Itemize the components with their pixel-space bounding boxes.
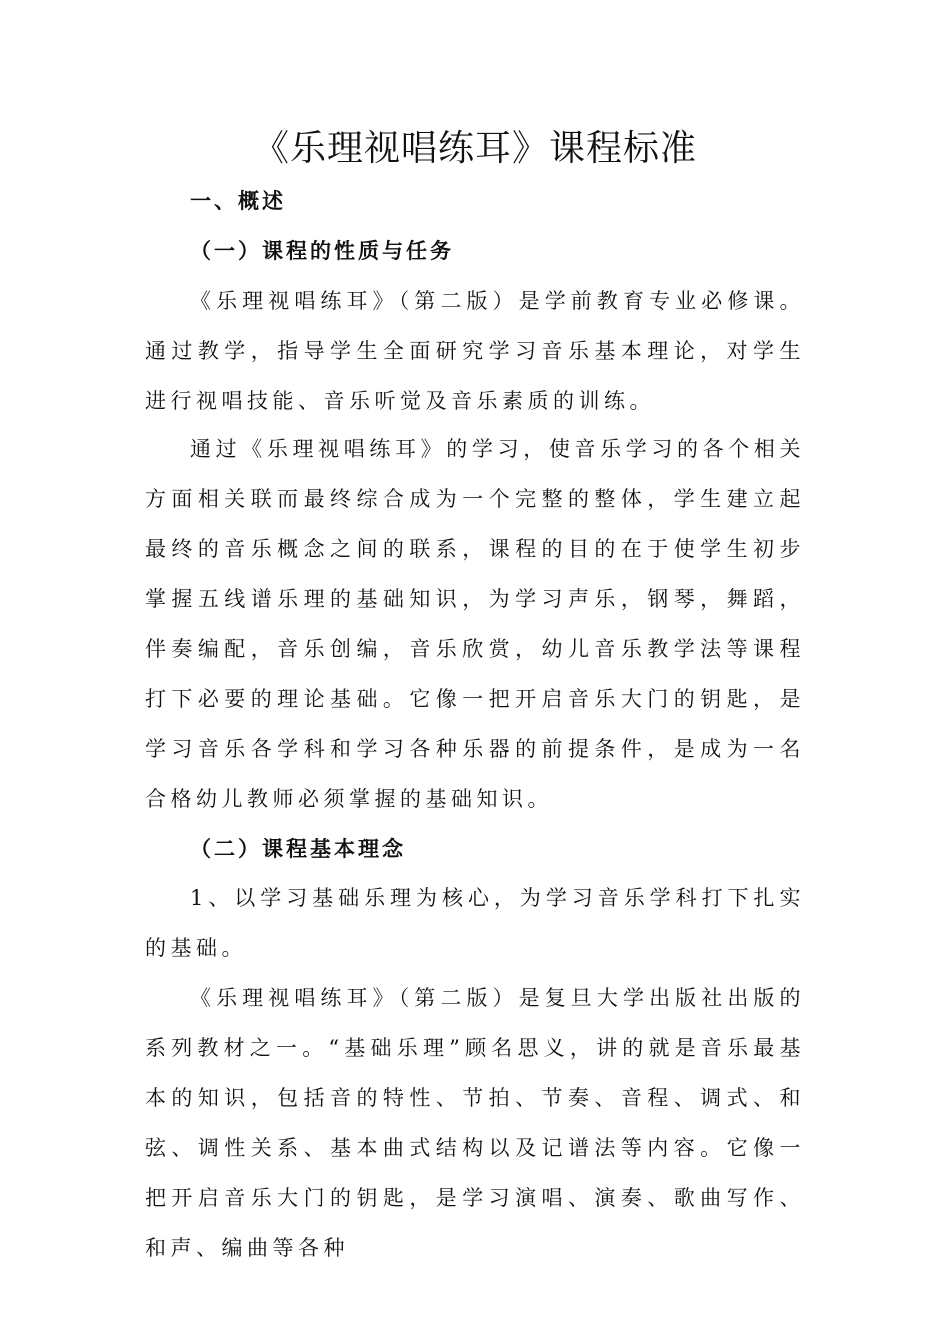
paragraph-course-intro: 《乐理视唱练耳》（第二版）是学前教育专业必修课。通过教学，指导学生全面研究学习音乐基本理论，对学生进行视唱技能、音乐听觉及音乐素质的训练。 <box>145 289 805 413</box>
paragraph-concept-1: 1、以学习基础乐理为核心，为学习音乐学科打下扎实的基础。 <box>145 886 805 960</box>
document-title: 《乐理视唱练耳》课程标准 <box>252 128 697 169</box>
paragraph-textbook-description: 《乐理视唱练耳》（第二版）是复旦大学出版社出版的系列教材之一。“基础乐理”顾名思义，讲的就是音乐最基本的知识，包括音的特性、节拍、节奏、音程、调式、和弦、调性关系、基本曲式结构以及记谱法等内容。它像一把开启音乐大门的钥匙，是学习演唱、演奏、歌曲写作、和声、编曲等各种 <box>145 986 805 1260</box>
subsection-heading-basic-concepts: （二）课程基本理念 <box>190 837 406 861</box>
paragraph-course-goals: 通过《乐理视唱练耳》的学习，使音乐学习的各个相关方面相关联而最终综合成为一个完整的整体，学生建立起最终的音乐概念之间的联系，课程的目的在于使学生初步掌握五线谱乐理的基础知识，为学习声乐，钢琴，舞蹈，伴奏编配，音乐创编，音乐欣赏，幼儿音乐教学法等课程打下必要的理论基础。它像一把开启音乐大门的钥匙，是学习音乐各学科和学习各种乐器的前提条件，是成为一名合格幼儿教师必须掌握的基础知识。 <box>145 437 805 811</box>
section-heading-overview: 一、概述 <box>190 189 286 213</box>
subsection-heading-nature-tasks: （一）课程的性质与任务 <box>190 239 454 263</box>
